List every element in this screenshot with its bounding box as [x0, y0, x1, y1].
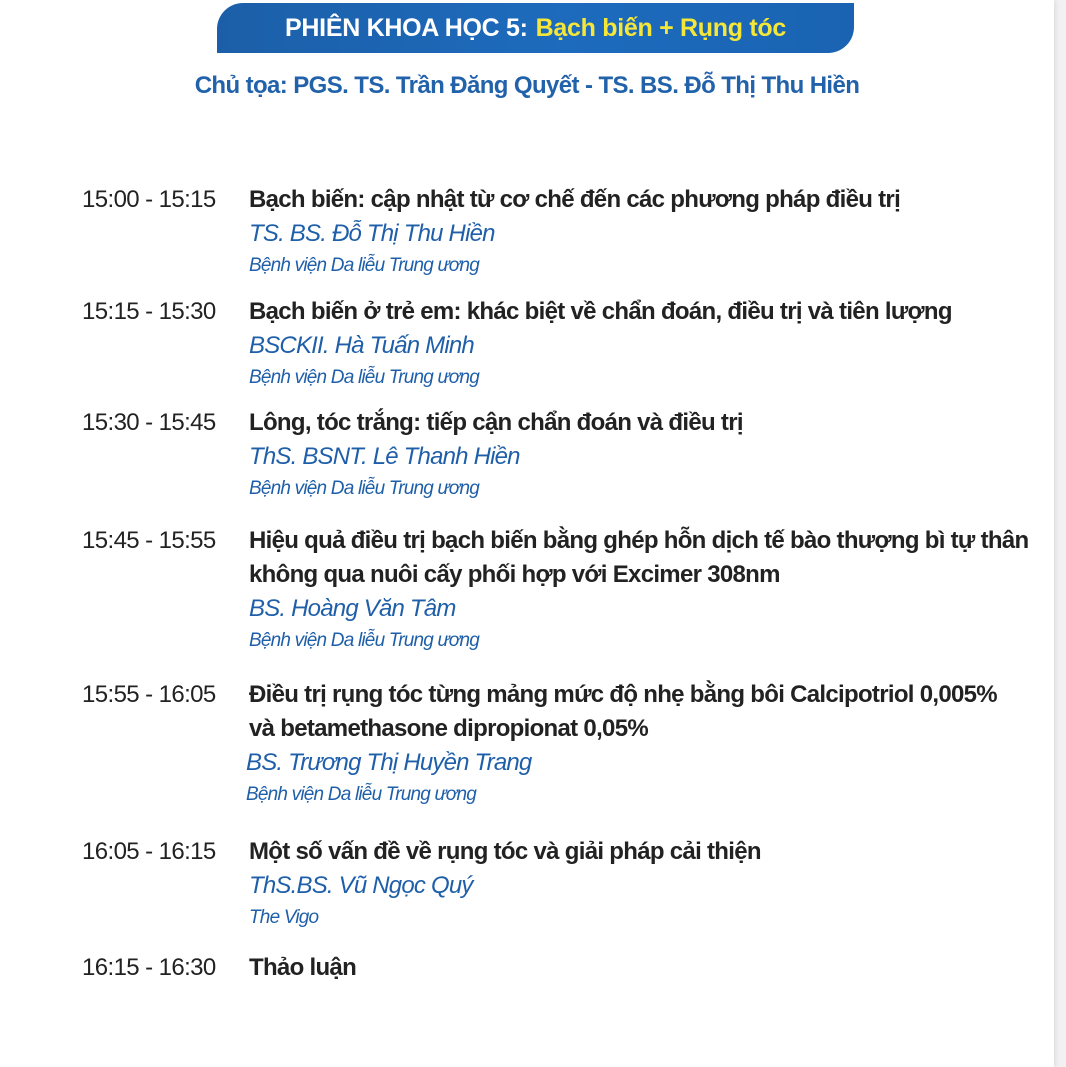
speaker-name: BS. Trương Thị Huyền Trang — [246, 749, 532, 776]
agenda-time: 15:55 - 16:05 — [82, 681, 216, 708]
talk-title: Lông, tóc trắng: tiếp cận chẩn đoán và điều trị — [249, 409, 743, 436]
speaker-affiliation: Bệnh viện Da liễu Trung ương — [249, 630, 479, 651]
agenda-time: 16:15 - 16:30 — [82, 954, 216, 981]
speaker-affiliation: Bệnh viện Da liễu Trung ương — [249, 255, 479, 276]
speaker-name: BS. Hoàng Văn Tâm — [249, 595, 456, 622]
speaker-affiliation: Bệnh viện Da liễu Trung ương — [249, 478, 479, 499]
speaker-affiliation: The Vigo — [249, 907, 319, 928]
speaker-name: TS. BS. Đỗ Thị Thu Hiền — [249, 220, 495, 247]
agenda-time: 16:05 - 16:15 — [82, 838, 216, 865]
speaker-affiliation: Bệnh viện Da liễu Trung ương — [246, 784, 476, 805]
speaker-name: ThS. BSNT. Lê Thanh Hiền — [249, 443, 520, 470]
session-chairs: Chủ tọa: PGS. TS. Trần Đăng Quyết - TS. BS. Đỗ Thị Thu Hiền — [194, 72, 860, 99]
agenda-time: 15:00 - 15:15 — [82, 186, 216, 213]
session-prefix: PHIÊN KHOA HỌC 5: — [285, 13, 528, 42]
talk-title: Một số vấn đề về rụng tóc và giải pháp cải thiện — [249, 838, 761, 865]
speaker-name: ThS.BS. Vũ Ngọc Quý — [249, 872, 473, 899]
agenda-time: 15:15 - 15:30 — [82, 298, 216, 325]
talk-title-line-2: không qua nuôi cấy phối hợp với Excimer 308nm — [249, 561, 780, 588]
talk-title: Bạch biến ở trẻ em: khác biệt về chẩn đoán, điều trị và tiên lượng — [249, 298, 952, 325]
talk-title-line-1: Điều trị rụng tóc từng mảng mức độ nhẹ bằng bôi Calcipotriol 0,005% — [249, 681, 997, 708]
talk-title: Thảo luận — [249, 954, 357, 981]
speaker-affiliation: Bệnh viện Da liễu Trung ương — [249, 367, 479, 388]
session-topic: Bạch biến + Rụng tóc — [535, 13, 786, 42]
talk-title-line-1: Hiệu quả điều trị bạch biến bằng ghép hỗn dịch tế bào thượng bì tự thân — [249, 527, 1029, 554]
agenda-time: 15:30 - 15:45 — [82, 409, 216, 436]
talk-title: Bạch biến: cập nhật từ cơ chế đến các phương pháp điều trị — [249, 186, 901, 213]
talk-title-line-2: và betamethasone dipropionat 0,05% — [249, 715, 648, 742]
agenda-time: 15:45 - 15:55 — [82, 527, 216, 554]
speaker-name: BSCKII. Hà Tuấn Minh — [249, 332, 474, 359]
